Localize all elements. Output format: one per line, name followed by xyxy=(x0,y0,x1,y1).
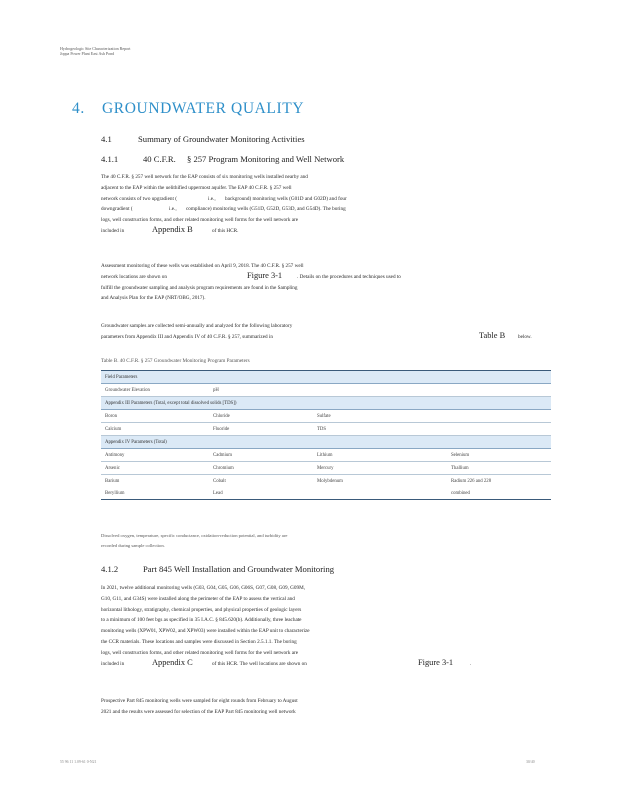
section-4-1-heading xyxy=(101,134,305,144)
section-label: Appendix III Parameters (Total, except total dissolved solids [TDS]) xyxy=(105,400,237,406)
footer-document-id: 55 96 11 1.09-61 0-N21 xyxy=(60,760,97,764)
footnote-line: Dissolved oxygen, temperature, specific conductance, oxidation-reduction potential, and turbidity are xyxy=(101,533,288,538)
table-cell: Radium 226 and 228 xyxy=(451,478,492,484)
table-row xyxy=(101,462,551,475)
section-4-1-1-title-a: 40 C.F.R. xyxy=(143,154,176,164)
table-cell: Arsenic xyxy=(105,465,120,471)
table-section-header xyxy=(101,397,551,410)
text-line: monitoring wells (XPW01, XPW02, and XPW03) were installed within the EAP unit to characterize xyxy=(101,628,310,635)
section-4-1-title: Summary of Groundwater Monitoring Activities xyxy=(138,134,305,144)
table-cell: Cobalt xyxy=(213,478,226,484)
text-fragment: i.e., xyxy=(208,195,216,202)
text-line xyxy=(101,194,461,205)
paragraph-samples xyxy=(101,321,551,343)
paragraph-well-network xyxy=(101,172,461,237)
figure-3-1-link[interactable]: Figure 3-1 xyxy=(247,270,283,280)
text-line: In 2021, twelve additional monitoring wells (G03, G04, G05, G06, G06S, G07, G08, G09, G09M, xyxy=(101,585,306,591)
appendix-c-link[interactable]: Appendix C xyxy=(152,657,193,667)
table-row xyxy=(101,423,551,436)
text-line: adjacent to the EAP within the uelithified uppermost aquifer. The EAP 40 C.F.R. § 257 well xyxy=(101,184,292,191)
table-cell: Fluoride xyxy=(213,426,230,432)
table-cell: combined xyxy=(451,490,470,496)
text-line: The 40 C.F.R. § 257 well network for the EAP consists of six monitoring wells installed nearby and xyxy=(101,174,308,180)
table-row xyxy=(101,449,551,462)
text-line: Prospective Part 845 monitoring wells were sampled for eight rounds from February to August xyxy=(101,698,298,704)
table-row xyxy=(101,487,551,500)
figure-3-1-link[interactable]: Figure 3-1 xyxy=(418,657,454,667)
section-4-1-2-heading xyxy=(101,564,334,574)
appendix-b-link[interactable]: Appendix B xyxy=(152,224,193,234)
table-cell: Molybdenum xyxy=(317,478,343,484)
text-fragment: parameters from Appendix III and Appendix IV of 40 C.F.R. § 257, summarized in xyxy=(101,333,273,340)
footer-page-number: 30/40 xyxy=(526,760,535,764)
section-4-1-1-heading xyxy=(101,154,344,164)
section-4-1-1-title-b: § 257 Program Monitoring and Well Network xyxy=(187,154,345,164)
table-b-link[interactable]: Table B xyxy=(479,330,506,340)
section-label: Appendix IV Parameters (Total) xyxy=(105,439,167,445)
text-fragment: network locations are shown on xyxy=(101,273,167,280)
table-cell: Cadmium xyxy=(213,452,232,458)
table-cell: Chloride xyxy=(213,413,230,419)
table-cell: Beryllium xyxy=(105,490,125,496)
paragraph-assessment xyxy=(101,261,461,304)
text-line: Assessment monitoring of these wells was established on April 9, 2018. The 40 C.F.R. § 257 well xyxy=(101,263,304,269)
table-cell: pH xyxy=(213,387,219,393)
text-line: to a minimum of 100 feet bgs as specified in 35 I.A.C. § 845.620(b). Additionally, three leachate xyxy=(101,617,302,624)
table-cell: Sulfate xyxy=(317,413,331,419)
table-cell: Lead xyxy=(213,490,223,496)
table-cell: Boron xyxy=(105,413,117,419)
chapter-number: 4. xyxy=(72,100,85,117)
text-line xyxy=(101,204,461,215)
text-line: horizontal lithology, stratigraphy, chemical properties, and physical properties of geologic layers xyxy=(101,606,302,613)
running-header xyxy=(60,46,131,56)
text-line: G10, G11, and G34S) were installed along the perimeter of the EAP to assess the vertical and xyxy=(101,595,295,602)
text-line xyxy=(101,332,551,343)
chapter-title-text: GROUNDWATER QUALITY xyxy=(102,100,305,117)
text-line xyxy=(101,272,461,283)
table-footnote xyxy=(101,531,341,551)
text-line: logs, well construction forms, and other related monitoring well forms for the well network are xyxy=(101,217,299,224)
text-line: logs, well construction forms, and other related monitoring well forms for the well network are xyxy=(101,649,299,656)
text-fragment: downgradient ( xyxy=(101,206,133,213)
chapter-title xyxy=(72,100,304,118)
section-4-1-2-title: Part 845 Well Installation and Groundwater Monitoring xyxy=(143,564,335,574)
text-fragment: included in xyxy=(101,660,125,667)
text-fragment: i.e., xyxy=(169,206,177,213)
table-cell: Lithium xyxy=(317,452,333,458)
section-4-1-2-number: 4.1.2 xyxy=(101,564,119,574)
table-cell: Chromium xyxy=(213,465,234,471)
paragraph-prospective-sampling xyxy=(101,696,461,718)
footnote-line: recorded during sample collection. xyxy=(101,543,165,548)
table-caption: Table B. 40 C.F.R. § 257 Groundwater Monitoring Program Parameters xyxy=(101,358,250,364)
table-row xyxy=(101,384,551,397)
table-row xyxy=(101,475,551,487)
text-line: 2021 and the results were assessed for selection of the EAP Part 845 monitoring well network xyxy=(101,708,296,715)
table-cell: Barium xyxy=(105,478,120,484)
table-cell: Mercury xyxy=(317,465,334,471)
table-cell: TDS xyxy=(317,426,327,432)
table-cell: Calcium xyxy=(105,426,122,432)
parameters-table xyxy=(101,370,551,500)
table-cell: Antimony xyxy=(105,452,125,458)
header-line-2: Joppa Power Plant East Ash Pond xyxy=(60,51,115,56)
text-fragment: background) monitoring wells (G01D and G02D) and four xyxy=(225,195,347,202)
text-fragment: below. xyxy=(518,333,532,340)
text-fragment: of this HCR. xyxy=(212,227,239,234)
text-line: and Analysis Plan for the EAP (NRT/OBG, 2017). xyxy=(101,295,206,302)
text-line: Groundwater samples are collected semi-annually and analyzed for the following laboratory xyxy=(101,323,293,329)
text-fragment: compliance) monitoring wells (G51D, G52D, G53D, and G54D). The boring xyxy=(186,206,346,213)
table-cell: Selenium xyxy=(451,452,470,458)
table-cell: Groundwater Elevation xyxy=(105,387,150,393)
text-line xyxy=(101,657,472,670)
header-line-1: Hydrogeologic Site Characterization Report xyxy=(60,46,131,51)
section-4-1-number: 4.1 xyxy=(101,134,112,144)
paragraph-part-845-wells xyxy=(101,583,472,669)
table-row xyxy=(101,410,551,423)
section-4-1-1-number: 4.1.1 xyxy=(101,154,119,164)
section-label: Field Parameters xyxy=(105,374,138,380)
text-fragment: network consists of two upgradient ( xyxy=(101,195,177,202)
text-line: fulfill the groundwater sampling and analysis program requirements are found in the Sampling xyxy=(101,284,298,291)
table-section-header xyxy=(101,436,551,449)
text-fragment: of this HCR. The well locations are shown on xyxy=(212,660,307,667)
text-fragment: . Details on the procedures and techniques used to xyxy=(297,273,401,280)
text-line: the CCR materials. These locations and samples were discussed in Section 2.5.1.1. The boring xyxy=(101,638,297,645)
text-fragment: included in xyxy=(101,227,125,234)
table-cell: Thallium xyxy=(451,465,469,471)
text-fragment: . xyxy=(470,660,472,667)
text-line xyxy=(101,226,461,237)
table-section-header xyxy=(101,371,551,384)
